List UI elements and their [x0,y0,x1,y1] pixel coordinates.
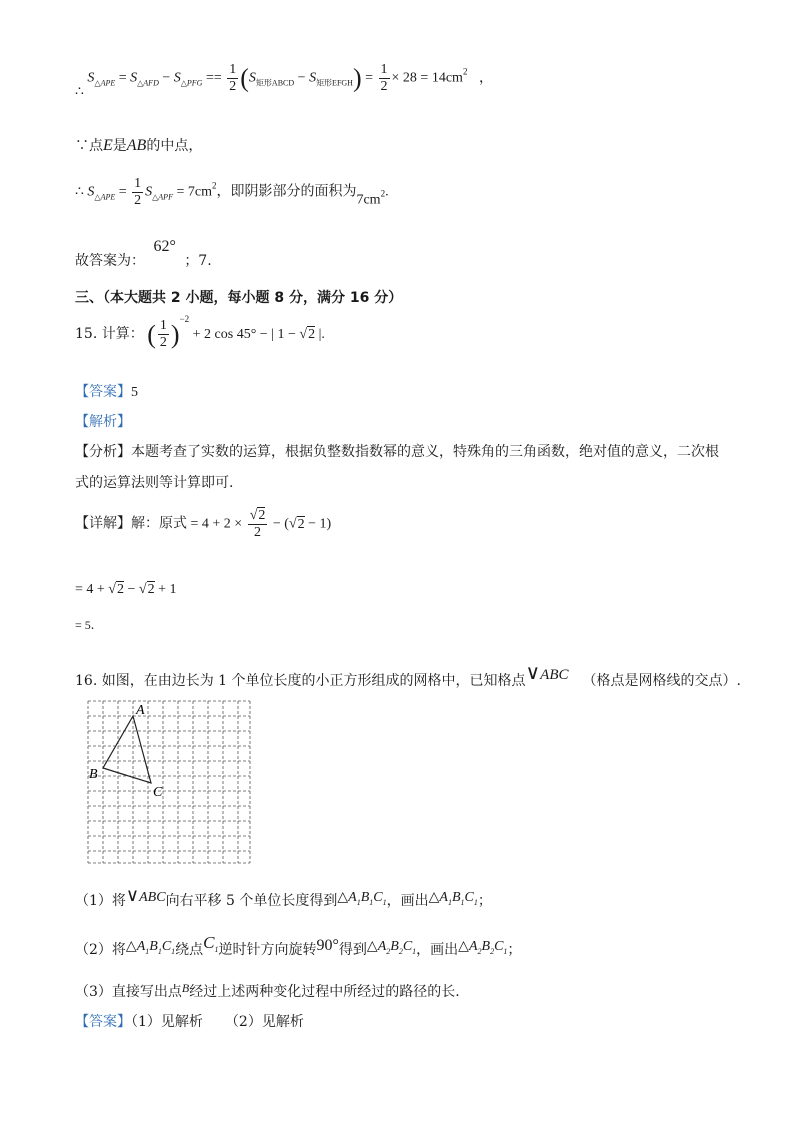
frac-num: 1 [134,176,142,191]
answer-label: 故答案为： [75,253,145,269]
answer-value: 5 [131,385,138,400]
q16-intro-tail: （格点是网格线的交点）. [582,673,741,689]
answer-1: （1）见解析 [131,1014,203,1030]
q16-answer [75,1011,304,1031]
minus-2: − [297,70,306,86]
frac-den: 2 [134,193,142,208]
frac-den: 2 [254,525,262,540]
period: . [385,184,389,200]
because-symbol: ∵ [75,138,89,154]
question-16 [75,660,741,690]
shadow-text: ，即阴影部分的面积为 [216,183,357,200]
shadow-area-line [75,176,389,209]
step2-a: = 4 + [75,582,105,597]
grid-lines [88,701,250,863]
p1-end: ； [477,893,492,909]
s-ape: S [87,184,95,200]
s-ape: S [87,70,95,86]
step3: = 5 [75,618,91,632]
tri-1: △ [337,890,349,905]
cm-sup-2: 2 [380,188,386,199]
cm-sup: 2 [462,66,468,77]
area-equation-line: ∴ $S_{\triangle APE} = S_{\triangle AFD} - S_{\triangle PFG}$ == $\frac{1}{2}$ $(S_{矩形ABCD} - S_{矩形EFGH})$ = $\frac{1}{2}$ × $28 = 14cm^2$ ， [75,62,493,100]
q15-step3 [75,618,94,634]
a1b1c1-3: $A_1B_1C_1$ [136,939,176,956]
fenxi-tag: 【分析】 [75,444,131,460]
s-efgh: S [309,70,317,86]
label-b: B [89,767,98,782]
q15-detail: 【详解】解：原式 = 4 + 2 × $\frac{√2}{2}$ − (√2 − 1) [75,508,332,540]
p1-c: ，画出 [386,893,429,909]
step1-sqrt: 2 [297,516,305,532]
sub-apf: △APF [152,192,173,202]
step3-tail: . [90,618,95,633]
abc: ABC [139,890,166,905]
var-ab: AB [126,137,147,154]
answer-line [75,238,212,270]
midpoint-line [75,135,202,155]
question-15: 15. 计算： ( $\frac{1}{2}$ )$^{-2}$ + 2 cos 45° − | 1 − √2 |. [75,314,325,351]
q15-tail: |. [318,327,325,342]
text-c: 的中点， [146,138,203,154]
q16-intro: 16. 如图，在由边长为 1 个单位长度的小正方形组成的网格中，已知格点 [75,673,526,689]
s-afd: S [130,70,138,86]
frac-num: √2 [249,508,266,523]
q15-step2: = 4 + √2 − √2 + 1 [75,582,177,597]
q15-prefix: 15. 计算： [75,326,144,342]
sub-abcd: 矩形ABCD [255,78,295,88]
q16-part3 [75,981,460,1001]
q16-part2 [75,933,521,959]
cm-sup: 2 [211,180,217,191]
p2-end: ； [507,942,522,958]
p2-e: ，画出 [416,942,459,958]
q15-analysis-tag: 【解析】 [75,414,131,430]
sub-afd: △AFD [137,78,159,88]
fenxi-text-1: 本题考查了实数的运算，根据负整数指数幂的意义，特殊角的三角函数，绝对值的意义，二次根 [131,444,719,460]
triangle-abc [103,716,151,783]
answer-tail: ；7. [184,253,212,269]
step2-sqrt-1: 2 [116,582,124,597]
a2b2c2: $A_2B_2C_1$ [377,939,417,956]
step2-sqrt-2: 2 [147,582,155,597]
detail-text: 解：原式 [131,515,187,532]
p1-a: （1）将 [75,893,126,909]
seven-cm: = 7cm [176,184,212,200]
eq: = [118,184,127,200]
sub-ape: △APE [94,78,116,88]
s-pfg: S [173,70,181,86]
step1-c: − 1) [308,516,332,532]
frac-num: 1 [380,62,388,77]
grid-figure [80,693,260,868]
tri-symbol: ∨ [525,662,541,684]
c1: $C_1$ [203,933,219,954]
a1b1c1: $A_1B_1C_1$ [348,890,387,907]
p2-d: 得到 [338,942,367,958]
abc: ABC [540,667,569,683]
frac-den: 2 [159,335,167,351]
answer-tag: 【答案】 [75,384,131,400]
tri-5: △ [458,939,469,954]
p3-c: 经过上述两种变化过程中所经过的路径的长. [189,984,460,1000]
sqrt-num: 2 [258,508,266,523]
sqrt2-over-2 [248,508,268,541]
text-b: 是 [112,138,127,154]
section-3-heading: 三、（本大题共 2 小题，每小题 8 分，满分 16 分） [75,290,403,306]
tri-symbol: ∨ [125,885,140,905]
comma: ， [478,70,493,86]
p2-c: 逆时针方向旋转 [218,942,317,958]
eq-2: == [205,70,222,86]
q15-answer [75,381,138,401]
step1-a: = 4 + 2 × [190,516,243,532]
q15-half [158,318,169,351]
p2-deg: 90° [316,937,339,954]
answer-tag: 【答案】 [75,1014,131,1030]
frac-num: 1 [159,318,167,334]
q15-sqrt2: 2 [308,327,316,342]
step1-b: − ( [272,516,289,532]
s-abcd: S [248,70,256,86]
q15-fenxi-2: 式的运算法则等计算即可. [75,475,234,491]
frac-num: 1 [229,62,237,77]
p2-b: 绕点 [175,942,204,958]
q15-fenxi-1 [75,441,719,461]
a1b1c1-2: $A_1B_1C_1$ [439,890,478,907]
s-apf: S [145,184,153,200]
p3-b: B [181,981,190,995]
tri-2: △ [428,890,440,905]
text-a: 点 [89,138,103,154]
label-c: C [153,785,163,800]
seven-cm-2: 7cm [356,192,381,208]
half-fraction [132,176,143,209]
sub-ape: △APE [94,192,116,202]
step2-b: − [127,582,136,597]
therefore-symbol: ∴ [75,84,84,100]
p3-a: （3）直接写出点 [75,984,182,1000]
a2b2c2-2: $A_2B_2C_1$ [468,939,508,956]
answer-62: 62° [153,238,176,255]
frac-den: 2 [229,79,237,94]
p1-b: 向右平移 5 个单位长度得到 [165,893,338,909]
times-28: × 28 = 14cm [391,70,463,86]
half-fraction-2 [379,62,390,95]
var-e: E [103,137,113,154]
detail-tag: 【详解】 [75,515,131,532]
tri-3: △ [125,939,137,954]
therefore-symbol: ∴ [75,184,84,200]
eq-1: = [118,70,127,86]
q16-part1 [75,885,492,910]
p2-a: （2）将 [75,942,126,958]
q15-term2: + 2 cos 45° − | 1 − [192,327,296,342]
half-fraction-1 [227,62,238,95]
step2-c: + 1 [158,582,177,597]
tri-4: △ [366,939,378,954]
answer-2: （2）见解析 [224,1014,304,1030]
eq-3: = [365,70,374,86]
sub-pfg: △PFG [180,78,203,88]
sub-efgh: 矩形EFGH [316,78,353,88]
label-a: A [136,703,145,718]
q15-exp: −2 [179,314,190,324]
frac-den: 2 [380,79,388,94]
minus-1: − [162,70,171,86]
